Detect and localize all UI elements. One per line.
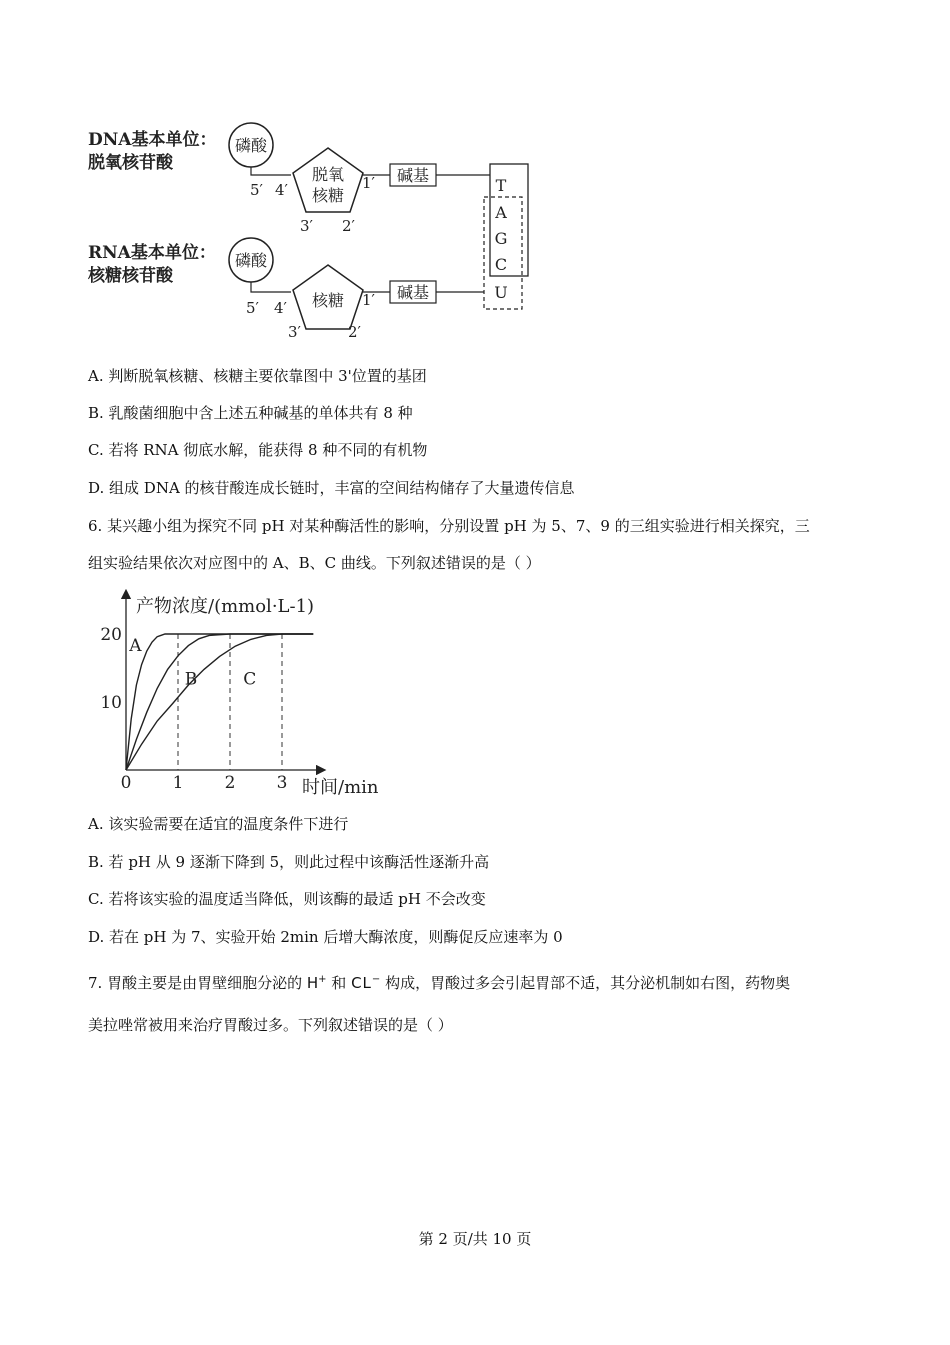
rna-unit-label: RNA基本单位： <box>88 243 216 263</box>
dna-c1-label: 1′ <box>362 174 375 192</box>
dna-phosphate-label: 磷酸 <box>234 136 268 155</box>
rna-phosphate-label: 磷酸 <box>234 251 268 270</box>
base-T: T <box>495 176 507 195</box>
rna-c5-label: 5′ <box>246 299 259 317</box>
base-U: U <box>494 283 508 302</box>
ion-cl-charge: − <box>371 974 381 985</box>
q7-stem-part2: 构成，胃酸过多会引起胃部不适，其分泌机制如右图，药物奥 <box>380 974 791 992</box>
x-tick-3: 3 <box>276 773 288 793</box>
q7-stem-line2: 美拉唑常被用来治疗胃酸过多。下列叙述错误的是（ ） <box>88 1016 453 1034</box>
q5-option-a: A. 判断脱氧核糖、核糖主要依靠图中 3'位置的基团 <box>88 367 427 385</box>
x-tick-1: 1 <box>172 773 184 793</box>
ribose-label: 核糖 <box>311 291 345 310</box>
base-G: G <box>494 229 508 248</box>
chart-xlabel: 时间/min <box>302 777 379 798</box>
dna-c2-label: 2′ <box>342 217 355 235</box>
ion-h-charge: + <box>318 974 327 985</box>
rna-c1-label: 1′ <box>362 291 375 309</box>
rna-unit-name: 核糖核苷酸 <box>88 266 173 286</box>
ion-cl: CL <box>351 974 372 992</box>
q5-option-b: B. 乳酸菌细胞中含上述五种碱基的单体共有 8 种 <box>88 404 413 422</box>
base-C: C <box>494 255 508 274</box>
base-A: A <box>495 203 507 222</box>
ion-h: H <box>306 974 319 992</box>
q7-stem-part1: 7. 胃酸主要是由胃壁细胞分泌的 <box>88 974 307 992</box>
q5-option-c: C. 若将 RNA 彻底水解，能获得 8 种不同的有机物 <box>88 441 428 459</box>
q6-stem-line2: 组实验结果依次对应图中的 A、B、C 曲线。下列叙述错误的是（ ） <box>88 554 541 572</box>
dna-c5-label: 5′ <box>250 181 263 199</box>
dna-c4-label: 4′ <box>275 181 288 199</box>
x-tick-2: 2 <box>224 773 236 793</box>
curve-A <box>126 634 313 770</box>
rna-base-label: 碱基 <box>396 283 430 302</box>
curve-C <box>126 634 313 770</box>
rna-c2-label: 2′ <box>348 323 361 341</box>
dna-base-label: 碱基 <box>396 166 430 185</box>
q6-option-a: A. 该实验需要在适宜的温度条件下进行 <box>88 815 349 833</box>
deoxyribose-label-1: 脱氧 <box>311 165 345 184</box>
rna-c3-label: 3′ <box>288 323 301 341</box>
dna-unit-name: 脱氧核苷酸 <box>88 153 173 173</box>
q5-option-d: D. 组成 DNA 的核苷酸连成长链时，丰富的空间结构储存了大量遗传信息 <box>88 479 575 497</box>
q7-stem-line1 <box>88 970 790 993</box>
enzyme-chart <box>90 588 410 803</box>
curve-label-B: B <box>184 669 198 690</box>
page-footer: 第 2 页/共 10 页 <box>418 1230 532 1248</box>
curve-label-C: C <box>243 669 257 690</box>
curve-label-A: A <box>129 636 142 656</box>
q6-option-d: D. 若在 pH 为 7、实验开始 2min 后增大酶浓度，则酶促反应速率为 0 <box>88 928 563 946</box>
rna-c4-label: 4′ <box>274 299 287 317</box>
curve-B <box>126 634 313 770</box>
x-tick-0: 0 <box>120 773 132 793</box>
chart-ylabel: 产物浓度/(mmol·L-1) <box>136 596 315 617</box>
dna-c3-label: 3′ <box>300 217 313 235</box>
dna-unit-label: DNA基本单位： <box>88 130 217 150</box>
q6-stem-line1: 6. 某兴趣小组为探究不同 pH 对某种酶活性的影响，分别设置 pH 为 5、7、9 的三组实验进行相关探究，三 <box>88 517 810 535</box>
nucleotide-diagram <box>80 115 550 345</box>
q7-and: 和 <box>326 974 352 992</box>
q6-option-c: C. 若将该实验的温度适当降低，则该酶的最适 pH 不会改变 <box>88 890 486 908</box>
deoxyribose-label-2: 核糖 <box>311 186 345 205</box>
y-tick-10: 10 <box>100 693 122 713</box>
y-tick-20: 20 <box>100 625 122 645</box>
q6-option-b: B. 若 pH 从 9 逐渐下降到 5，则此过程中该酶活性逐渐升高 <box>88 853 490 871</box>
